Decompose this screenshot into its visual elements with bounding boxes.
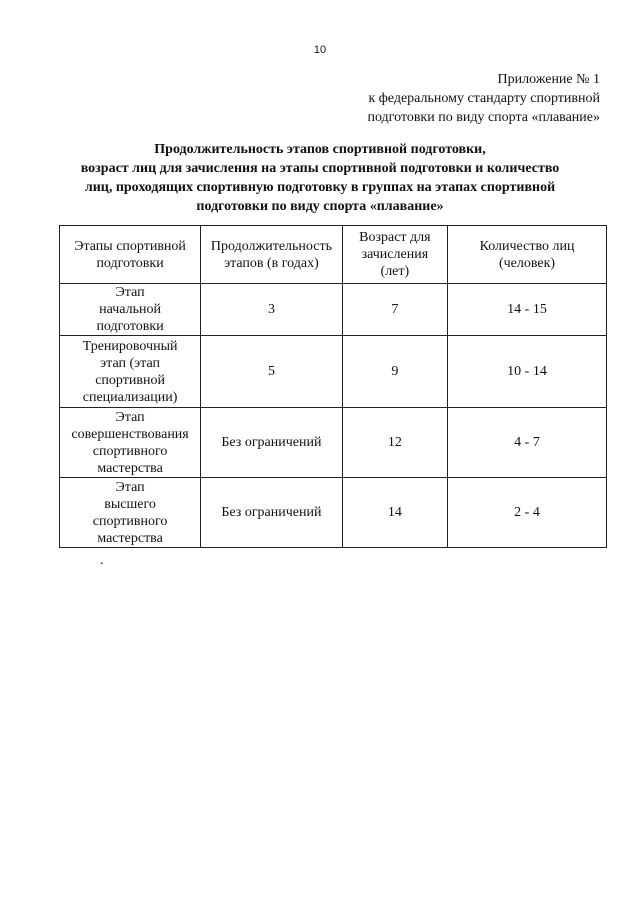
cell-age: 7 xyxy=(342,284,447,336)
page-number: 10 xyxy=(313,44,327,56)
cell-count: 2 - 4 xyxy=(448,478,607,548)
annex-line-1: Приложение № 1 xyxy=(497,72,600,87)
cell-stage: Этап начальной подготовки xyxy=(60,284,201,336)
title-line-4: подготовки по виду спорта «плавание» xyxy=(196,199,444,214)
cell-count: 10 - 14 xyxy=(448,336,607,408)
annex-header xyxy=(367,70,600,127)
cell-count: 4 - 7 xyxy=(448,408,607,478)
table-row xyxy=(60,478,607,548)
cell-duration: Без ограничений xyxy=(201,478,343,548)
stages-table xyxy=(59,225,607,548)
title-line-1: Продолжительность этапов спортивной подготовки, xyxy=(154,142,486,157)
title-line-3: лиц, проходящих спортивную подготовку в группах на этапах спортивной xyxy=(84,180,556,195)
table-row xyxy=(60,336,607,408)
cell-age: 12 xyxy=(342,408,447,478)
cell-duration: Без ограничений xyxy=(201,408,343,478)
header-stages: Этапы спортивной подготовки xyxy=(60,226,201,284)
header-age: Возраст для зачисления (лет) xyxy=(342,226,447,284)
annex-line-3: подготовки по виду спорта «плавание» xyxy=(367,110,600,125)
document-title xyxy=(40,140,600,216)
table-header-row xyxy=(60,226,607,284)
title-line-2: возраст лиц для зачисления на этапы спортивной подготовки и количество xyxy=(80,161,560,176)
cell-stage: Тренировочный этап (этап спортивной специализации) xyxy=(60,336,201,408)
cell-count: 14 - 15 xyxy=(448,284,607,336)
cell-stage: Этап высшего спортивного мастерства xyxy=(60,478,201,548)
cell-duration: 5 xyxy=(201,336,343,408)
footer-mark: . xyxy=(100,553,104,568)
cell-stage: Этап совершенствования спортивного мастерства xyxy=(60,408,201,478)
annex-line-2: к федеральному стандарту спортивной xyxy=(368,91,600,106)
header-duration: Продолжительность этапов (в годах) xyxy=(201,226,343,284)
table-row xyxy=(60,408,607,478)
header-count: Количество лиц (человек) xyxy=(448,226,607,284)
cell-age: 14 xyxy=(342,478,447,548)
cell-age: 9 xyxy=(342,336,447,408)
table-row xyxy=(60,284,607,336)
cell-duration: 3 xyxy=(201,284,343,336)
